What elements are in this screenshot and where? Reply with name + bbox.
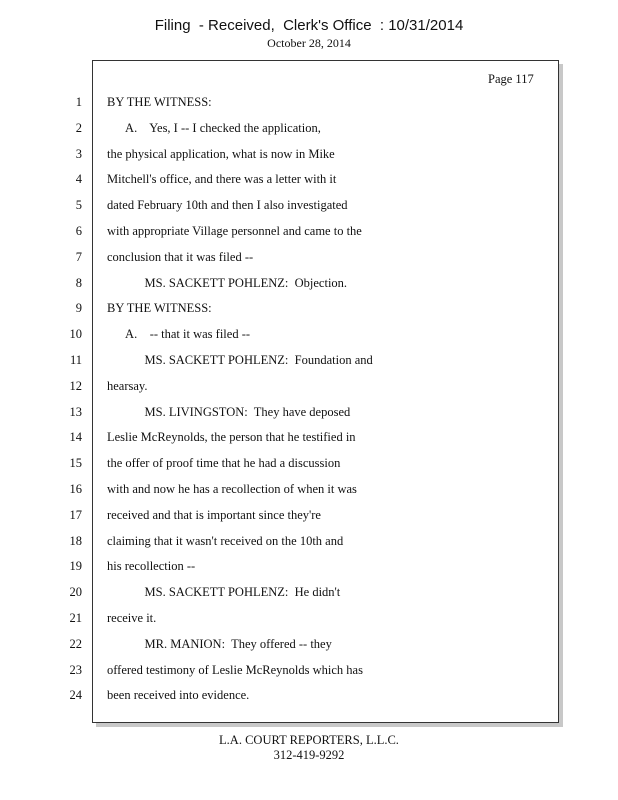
transcript-line: [0, 224, 618, 242]
transcript-line: [0, 95, 618, 113]
transcript-date: October 28, 2014: [267, 36, 351, 50]
transcript-line: [0, 353, 618, 371]
line-text: hearsay.: [107, 378, 148, 393]
line-number: 20: [69, 585, 82, 600]
line-number: 8: [75, 275, 82, 290]
transcript-line: [0, 559, 618, 577]
line-number: 7: [75, 249, 82, 264]
line-number: 14: [69, 430, 82, 445]
transcript-line: [0, 250, 618, 268]
transcript-line: [0, 508, 618, 526]
line-text: Mitchell's office, and there was a letter with it: [107, 172, 337, 187]
line-text: claiming that it wasn't received on the 10th and: [107, 533, 344, 548]
line-number: 17: [69, 507, 82, 522]
line-number: 21: [69, 611, 82, 625]
transcript-line: [0, 430, 618, 448]
line-number: 19: [69, 559, 82, 574]
line-text: A. Yes, I -- I checked the application,: [107, 120, 321, 135]
line-number: 18: [69, 533, 82, 548]
transcript-line: [0, 663, 618, 681]
line-text: dated February 10th and then I also investigated: [107, 198, 348, 213]
line-number: 22: [69, 636, 82, 651]
line-number: 9: [75, 301, 82, 316]
transcript-line: [0, 405, 618, 423]
line-text: the offer of proof time that he had a discussion: [107, 456, 341, 471]
transcript-line: [0, 301, 618, 319]
line-text: BY THE WITNESS:: [107, 95, 212, 109]
line-number: 12: [69, 378, 82, 393]
transcript-line: [0, 276, 618, 294]
line-text: BY THE WITNESS:: [107, 301, 212, 316]
line-number: 11: [69, 353, 82, 367]
line-text: the physical application, what is now in Mike: [107, 146, 335, 161]
line-number: 23: [69, 662, 82, 677]
line-text: MS. SACKETT POHLENZ: Foundation and: [107, 353, 373, 367]
line-number: 24: [69, 688, 82, 703]
line-text: conclusion that it was filed --: [107, 249, 254, 264]
line-number: 5: [75, 198, 82, 213]
transcript-line: [0, 456, 618, 474]
line-text: MS. SACKETT POHLENZ: Objection.: [107, 275, 348, 290]
transcript-line: [0, 379, 618, 397]
line-text: receive it.: [107, 611, 157, 625]
filing-stamp: Filing - Received, Clerk's Office : 10/31/2014: [154, 17, 464, 34]
reporter-company: L.A. COURT REPORTERS, L.L.C.: [219, 733, 399, 747]
transcript-line: [0, 327, 618, 345]
transcript-line: [0, 172, 618, 190]
line-text: received and that is important since they're: [107, 507, 321, 522]
transcript-line: [0, 637, 618, 655]
line-text: his recollection --: [107, 559, 196, 574]
reporter-phone: 312-419-9292: [273, 748, 345, 762]
line-number: 4: [75, 172, 82, 187]
line-number: 15: [69, 456, 82, 471]
line-text: Leslie McReynolds, the person that he testified in: [107, 430, 356, 445]
transcript-line: [0, 688, 618, 706]
transcript-line: [0, 198, 618, 216]
line-number: 1: [75, 95, 82, 109]
line-text: offered testimony of Leslie McReynolds which has: [107, 662, 363, 677]
transcript-line: [0, 585, 618, 603]
transcript-line: [0, 147, 618, 165]
transcript-line: [0, 121, 618, 139]
transcript-line: [0, 611, 618, 629]
line-number: 3: [75, 146, 82, 161]
line-text: with appropriate Village personnel and came to the: [107, 224, 362, 238]
transcript-line: [0, 482, 618, 500]
line-number: 16: [69, 482, 82, 496]
line-text: A. -- that it was filed --: [107, 327, 251, 342]
line-text: been received into evidence.: [107, 688, 250, 703]
transcript-line: [0, 534, 618, 552]
line-text: with and now he has a recollection of when it was: [107, 482, 357, 496]
line-number: 10: [69, 327, 82, 342]
line-number: 2: [75, 120, 82, 135]
line-number: 6: [75, 224, 82, 238]
line-number: 13: [69, 404, 82, 419]
page-number: Page 117: [488, 72, 534, 86]
line-text: MR. MANION: They offered -- they: [107, 636, 332, 651]
line-text: MS. SACKETT POHLENZ: He didn't: [107, 585, 341, 600]
line-text: MS. LIVINGSTON: They have deposed: [107, 404, 351, 419]
